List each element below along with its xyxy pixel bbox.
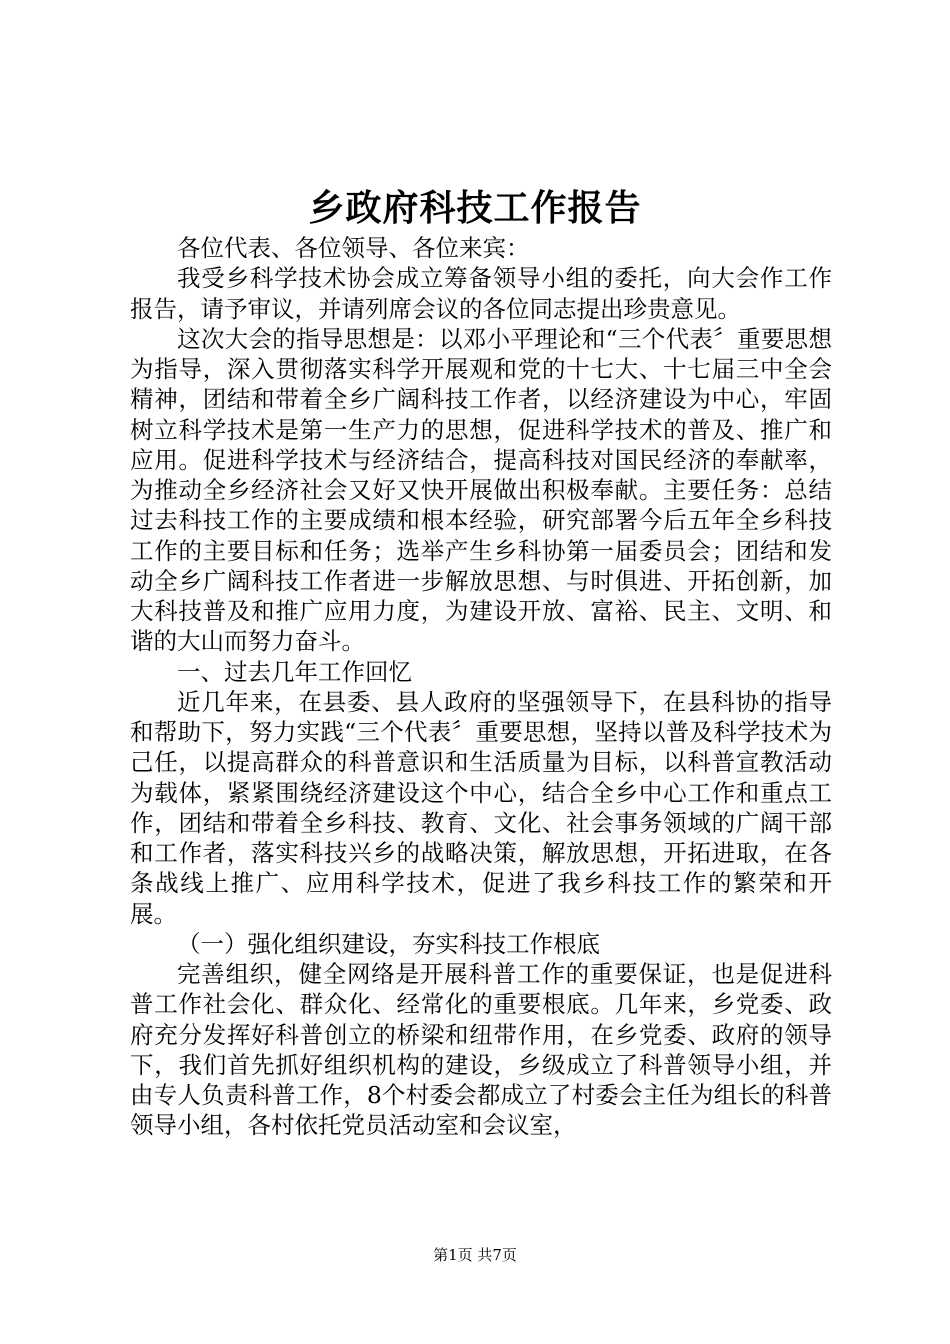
- paragraph-salutation: 各位代表、各位领导、各位来宾：: [177, 234, 530, 262]
- paragraph-organization: 完善组织，健全网络是开展科普工作的重要保证，也是促进科普工作社会化、群众化、经常化的重要根底。几年来，乡党委、政府充分发挥好科普创立的桥梁和纽带作用，在乡党委、政府的领导下，我们首先抓好组织机构的建设，乡级成立了科普领导小组，并由专人负责科普工作，8个村委会都成立了村委会主任为组长的科普领导小组，各村依托党员活动室和会议室，: [130, 960, 832, 1140]
- paragraph-intro: 我受乡科学技术协会成立筹备领导小组的委托，向大会作工作报告，请予审议，并请列席会议的各位同志提出珍贵意见。: [130, 264, 832, 323]
- section-heading-review: 一、过去几年工作回忆: [177, 657, 412, 686]
- paragraph-review: 近几年来，在县委、县人政府的坚强领导下，在县科协的指导和帮助下，努力实践“三个代表〞重要思想，坚持以普及科学技术为己任，以提高群众的科普意识和生活质量为目标，以科普宣教活动为载体，紧紧围绕经济建设这个中心，结合全乡中心工作和重点工作，团结和带着全乡科技、教育、文化、社会事务领域的广阔干部和工作者，落实科技兴乡的战略决策，解放思想，开拓进取，在各条战线上推广、应用科学技术，促进了我乡科技工作的繁荣和开展。: [130, 687, 832, 928]
- document-body: [130, 233, 832, 1141]
- subsection-heading-organization: （一）强化组织建设，夯实科技工作根底: [177, 929, 600, 958]
- document-title: 乡政府科技工作报告: [308, 187, 642, 229]
- page-number-footer: 第1页 共7页: [433, 1246, 517, 1264]
- paragraph-guiding-thought: 这次大会的指导思想是：以邓小平理论和“三个代表〞重要思想为指导，深入贯彻落实科学开展观和党的十七大、十七届三中全会精神，团结和带着全乡广阔科技工作者，以经济建设为中心，牢固树立科学技术是第一生产力的思想，促进科学技术的普及、推广和应用。促进科学技术与经济结合，提高科技对国民经济的奉献率，为推动全乡经济社会又好又快开展做出积极奉献。主要任务：总结过去科技工作的主要成绩和根本经验，研究部署今后五年全乡科技工作的主要目标和任务；选举产生乡科协第一届委员会；团结和发动全乡广阔科技工作者进一步解放思想、与时俱进、开拓创新，加大科技普及和推广应用力度，为建设开放、富裕、民主、文明、和谐的大山而努力奋斗。: [130, 324, 832, 656]
